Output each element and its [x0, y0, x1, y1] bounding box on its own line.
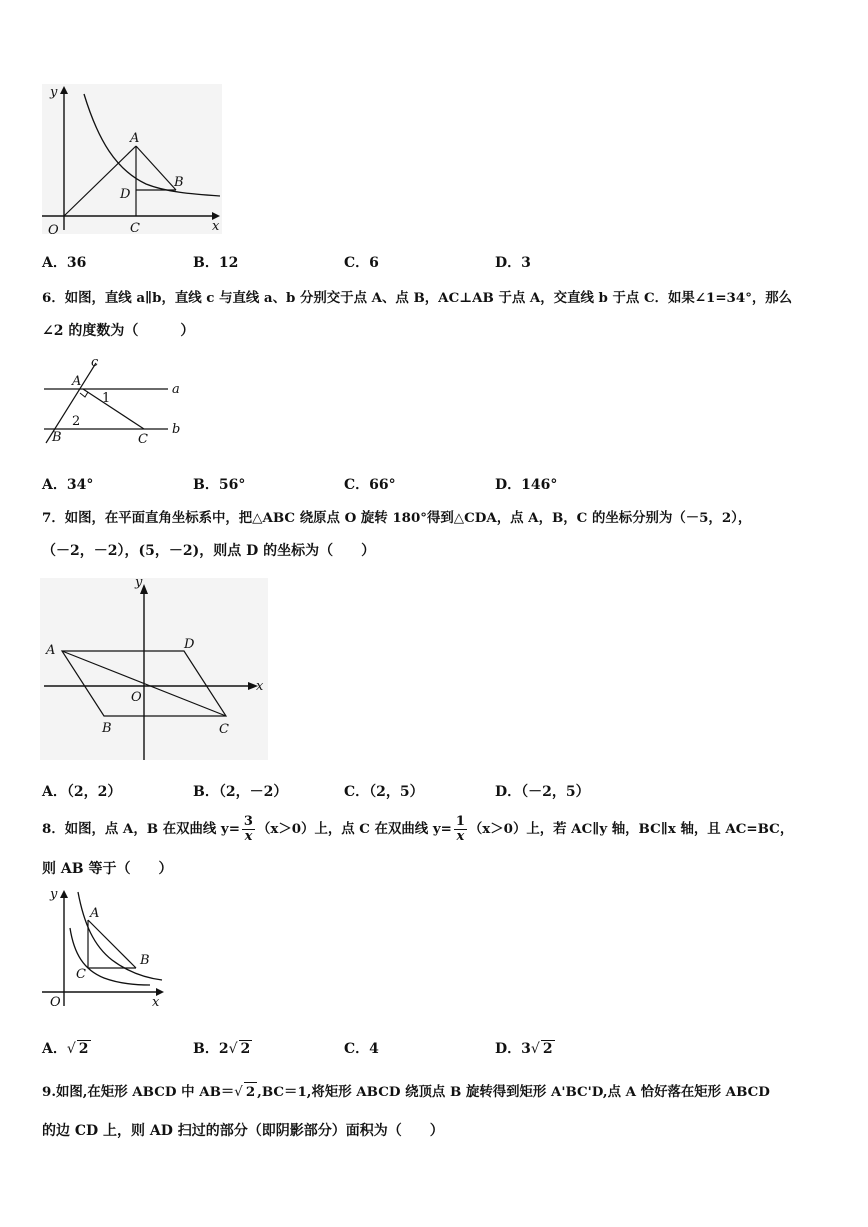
q7-text-line2: （－2，－2），(5，－2)，则点 D 的坐标为（ ） [42, 543, 376, 559]
q8-fraction-1-over-x [454, 815, 467, 844]
q8-frac2-denominator: x [456, 829, 465, 844]
q8-option-a-radicand: 2 [78, 1041, 89, 1057]
y-axis-arrow [60, 890, 68, 898]
label-B: B [140, 953, 150, 968]
q8-frac1-denominator: x [244, 829, 253, 844]
label-y: y [50, 887, 58, 902]
q8-option-c[interactable]: C．4 [344, 1041, 379, 1057]
q8-option-b-prefix: B．2 [193, 1041, 229, 1057]
q9-text-part1: 9.如图,在矩形 ABCD 中 AB＝ [42, 1084, 235, 1100]
label-C: C [219, 722, 229, 737]
radical-sign-icon: √ [228, 1041, 238, 1057]
q8-text-part2: （x＞0）上，点 C 在双曲线 y= [256, 821, 452, 837]
label-O: O [131, 690, 142, 705]
label-B: B [174, 175, 184, 190]
label-B: B [52, 430, 62, 445]
q8-frac2-numerator: 1 [455, 814, 465, 829]
q8-figure [38, 884, 170, 1010]
q7-figure [38, 576, 270, 762]
q9-text-part2: ,BC＝1,将矩形 ABCD 绕顶点 B 旋转得到矩形 A'BC'D,点 A 恰好落在矩形 ABCD [257, 1084, 770, 1100]
segment-AC [83, 389, 144, 429]
q7-option-b[interactable]: B．（2，－2） [193, 784, 288, 800]
q8-option-d-prefix: D．3 [495, 1041, 531, 1057]
q5-option-b[interactable]: B．12 [193, 255, 239, 271]
q7-option-a[interactable]: A．（2，2） [42, 784, 122, 800]
label-b: b [172, 422, 181, 437]
label-x: x [256, 679, 264, 694]
label-O: O [48, 223, 59, 238]
q5-option-a[interactable]: A．36 [42, 255, 87, 271]
q8-option-d-radicand: 2 [542, 1041, 553, 1057]
q6-option-c[interactable]: C．66° [344, 477, 396, 493]
radical-sign-icon: √ [66, 1041, 76, 1057]
label-a: a [172, 382, 180, 397]
label-B: B [102, 721, 112, 736]
label-C: C [76, 967, 86, 982]
q8-fraction-3-over-x [242, 815, 255, 844]
label-D: D [184, 637, 195, 652]
q7-option-c[interactable]: C．（2，5） [344, 784, 424, 800]
q6-option-d[interactable]: D．146° [495, 477, 558, 493]
label-x: x [152, 995, 160, 1010]
label-C: C [138, 432, 148, 447]
q6-text-line1: 6．如图，直线 a∥b，直线 c 与直线 a、b 分别交于点 A、点 B，AC⊥AB 于点 A，交直线 b 于点 C．如果∠1=34°，那么 [42, 290, 793, 306]
q8-option-d[interactable] [495, 1038, 555, 1058]
label-y: y [50, 85, 58, 100]
label-x: x [212, 219, 220, 234]
q5-option-c[interactable]: C．6 [344, 255, 379, 271]
q8-frac1-numerator: 3 [243, 814, 253, 829]
label-angle-1: 1 [102, 391, 111, 406]
q8-option-a[interactable] [42, 1038, 91, 1058]
label-A: A [130, 131, 140, 146]
q5-option-d[interactable]: D．3 [495, 255, 531, 271]
label-y: y [135, 576, 143, 590]
q8-option-a-prefix: A． [42, 1041, 67, 1057]
q6-option-a[interactable]: A．34° [42, 477, 94, 493]
label-A: A [46, 643, 56, 658]
label-C: C [130, 221, 140, 236]
label-D: D [120, 187, 131, 202]
radical-sign-icon: √ [234, 1085, 243, 1100]
q8-option-b[interactable] [193, 1038, 252, 1058]
q8-option-b-radicand: 2 [240, 1041, 251, 1057]
q6-text-line2: ∠2 的度数为（ ） [42, 323, 195, 339]
q6-option-b[interactable]: B．56° [193, 477, 246, 493]
q8-text-line1 [42, 810, 793, 848]
label-A: A [90, 906, 100, 921]
right-angle-mark [80, 392, 88, 397]
q9-radicand: 2 [245, 1084, 256, 1100]
q9-text-line2: 的边 CD 上，则 AD 扫过的部分（即阴影部分）面积为（ ） [42, 1123, 444, 1139]
q5-figure [36, 80, 226, 240]
q8-text-part3: （x＞0）上，若 AC∥y 轴，BC∥x 轴，且 AC=BC， [468, 821, 794, 837]
q8-text-line2: 则 AB 等于（ ） [42, 861, 173, 877]
label-c: c [91, 355, 99, 370]
label-O: O [50, 995, 61, 1010]
q8-text-part1: 8．如图，点 A，B 在双曲线 y= [42, 821, 240, 837]
radical-sign-icon: √ [530, 1041, 540, 1057]
label-A: A [72, 374, 82, 389]
q7-option-d[interactable]: D．（－2，5） [495, 784, 590, 800]
label-angle-2: 2 [72, 414, 81, 429]
q7-text-line1: 7．如图，在平面直角坐标系中，把△ABC 绕原点 O 旋转 180°得到△CDA，点 A，B，C 的坐标分别为（－5，2）， [42, 510, 752, 526]
q6-figure [36, 355, 186, 450]
q9-text-line1 [42, 1082, 770, 1102]
